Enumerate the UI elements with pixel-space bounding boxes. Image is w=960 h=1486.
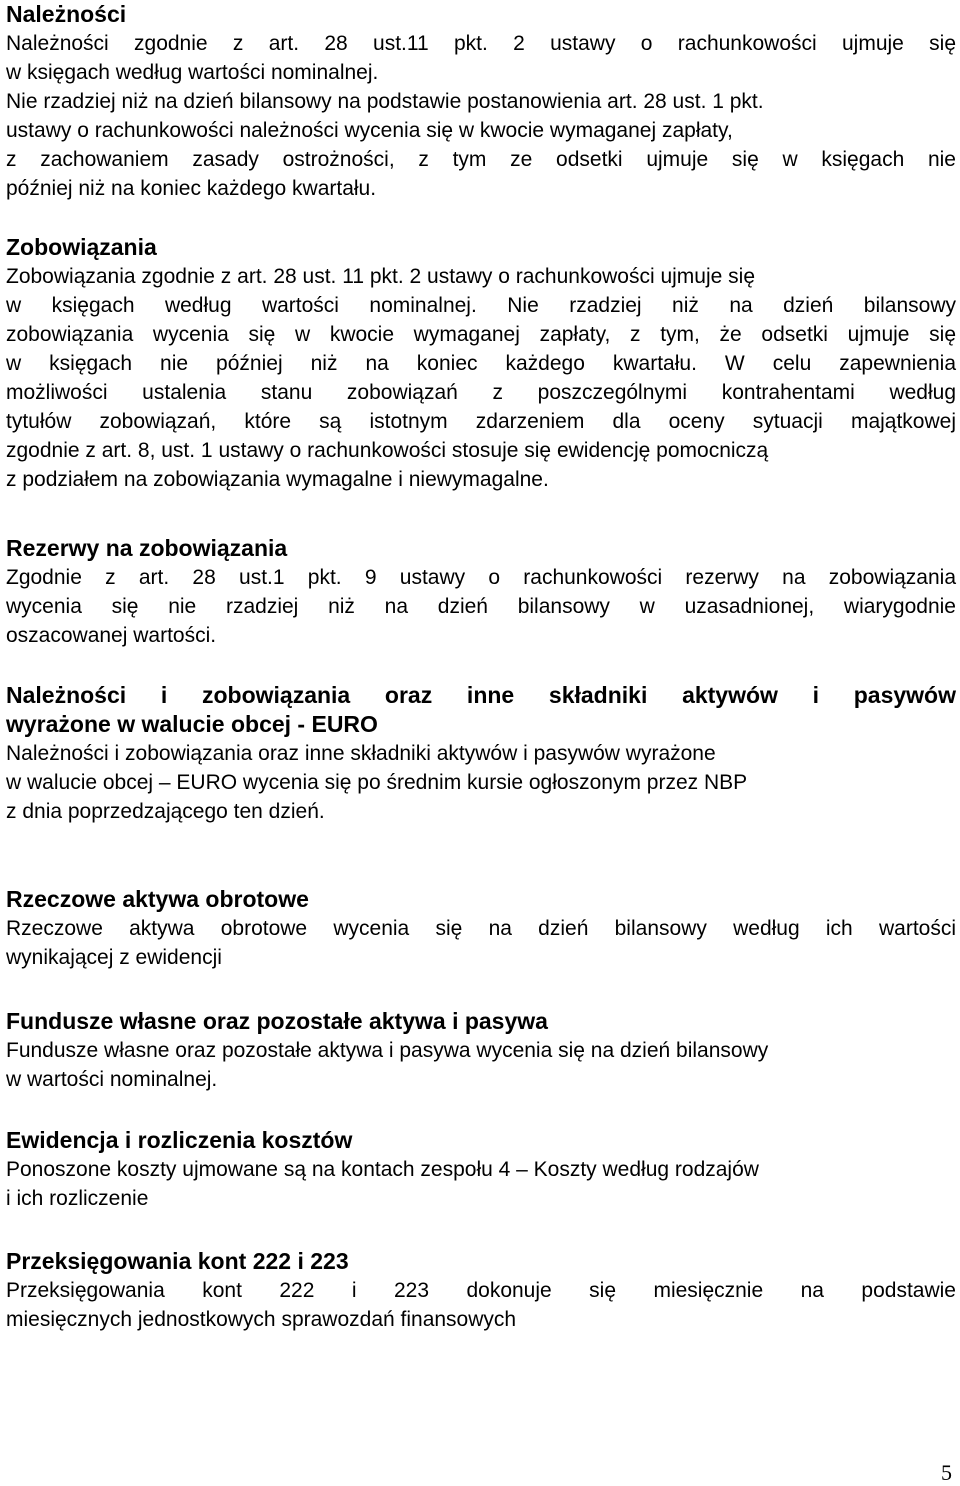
section-heading: Należności — [6, 1, 127, 27]
section-heading: Rezerwy na zobowiązania — [6, 535, 288, 561]
section-heading: Przeksięgowania kont 222 i 223 — [6, 1248, 349, 1274]
section-heading: wyrażone w walucie obcej - EURO — [6, 711, 378, 737]
text-line: zobowiązania wycenia się w kwocie wymaganej zapłaty, z tym, że odsetki ujmuje się — [6, 323, 956, 346]
section-heading: Należności i zobowiązania oraz inne składniki aktywów i pasywów — [6, 682, 956, 708]
text-line: i ich rozliczenie — [6, 1187, 149, 1210]
section-receivables — [6, 0, 956, 203]
text-line: później niż na koniec każdego kwartału. — [6, 177, 377, 200]
text-line: Należności zgodnie z art. 28 ust.11 pkt. 2 ustawy o rachunkowości ujmuje się — [6, 32, 956, 55]
section-heading: Rzeczowe aktywa obrotowe — [6, 886, 309, 912]
page-number: 5 — [941, 1460, 952, 1485]
text-line: Rzeczowe aktywa obrotowe wycenia się na dzień bilansowy według ich wartości — [6, 917, 956, 940]
text-line: ustawy o rachunkowości należności wycenia się w kwocie wymaganej zapłaty, — [6, 119, 733, 142]
text-line: w walucie obcej – EURO wycenia się po średnim kursie ogłoszonym przez NBP — [6, 771, 748, 794]
section-heading: Ewidencja i rozliczenia kosztów — [6, 1127, 353, 1153]
section-current-assets — [6, 885, 956, 972]
section-heading: Zobowiązania — [6, 234, 157, 260]
text-line: Nie rzadziej niż na dzień bilansowy na podstawie postanowienia art. 28 ust. 1 pkt. — [6, 90, 764, 113]
text-line: Ponoszone koszty ujmowane są na kontach zespołu 4 – Koszty według rodzajów — [6, 1158, 759, 1181]
text-line: wynikającej z ewidencji — [6, 946, 222, 969]
section-reposting — [6, 1247, 956, 1334]
text-line: miesięcznych jednostkowych sprawozdań finansowych — [6, 1308, 517, 1331]
text-line: Fundusze własne oraz pozostałe aktywa i pasywa wycenia się na dzień bilansowy — [6, 1039, 769, 1062]
text-line: z zachowaniem zasady ostrożności, z tym ze odsetki ujmuje się w księgach nie — [6, 148, 956, 171]
section-equity — [6, 1007, 956, 1094]
text-line: Zgodnie z art. 28 ust.1 pkt. 9 ustawy o rachunkowości rezerwy na zobowiązania — [6, 566, 956, 589]
text-line: zgodnie z art. 8, ust. 1 ustawy o rachunkowości stosuje się ewidencję pomocniczą — [6, 439, 769, 462]
text-line: Należności i zobowiązania oraz inne składniki aktywów i pasywów wyrażone — [6, 742, 716, 765]
text-line: z dnia poprzedzającego ten dzień. — [6, 800, 325, 823]
text-line: w księgach według wartości nominalnej. Nie rzadziej niż na dzień bilansowy — [6, 294, 956, 317]
text-line: w księgach według wartości nominalnej. — [6, 61, 379, 84]
text-line: Zobowiązania zgodnie z art. 28 ust. 11 pkt. 2 ustawy o rachunkowości ujmuje się — [6, 265, 756, 288]
section-heading: Fundusze własne oraz pozostałe aktywa i pasywa — [6, 1008, 548, 1034]
section-provisions — [6, 534, 956, 650]
text-line: możliwości ustalenia stanu zobowiązań z poszczególnymi kontrahentami według — [6, 381, 956, 404]
text-line: Przeksięgowania kont 222 i 223 dokonuje się miesięcznie na podstawie — [6, 1279, 956, 1302]
section-costs — [6, 1126, 956, 1213]
section-liabilities — [6, 233, 956, 494]
text-line: wycenia się nie rzadziej niż na dzień bilansowy w uzasadnionej, wiarygodnie — [6, 595, 956, 618]
text-line: tytułów zobowiązań, które są istotnym zdarzeniem dla oceny sytuacji majątkowej — [6, 410, 956, 433]
text-line: z podziałem na zobowiązania wymagalne i niewymagalne. — [6, 468, 549, 491]
text-line: oszacowanej wartości. — [6, 624, 217, 647]
text-line: w wartości nominalnej. — [6, 1068, 218, 1091]
section-foreign-currency — [6, 681, 956, 826]
text-line: w księgach nie później niż na koniec każdego kwartału. W celu zapewnienia — [6, 352, 956, 375]
